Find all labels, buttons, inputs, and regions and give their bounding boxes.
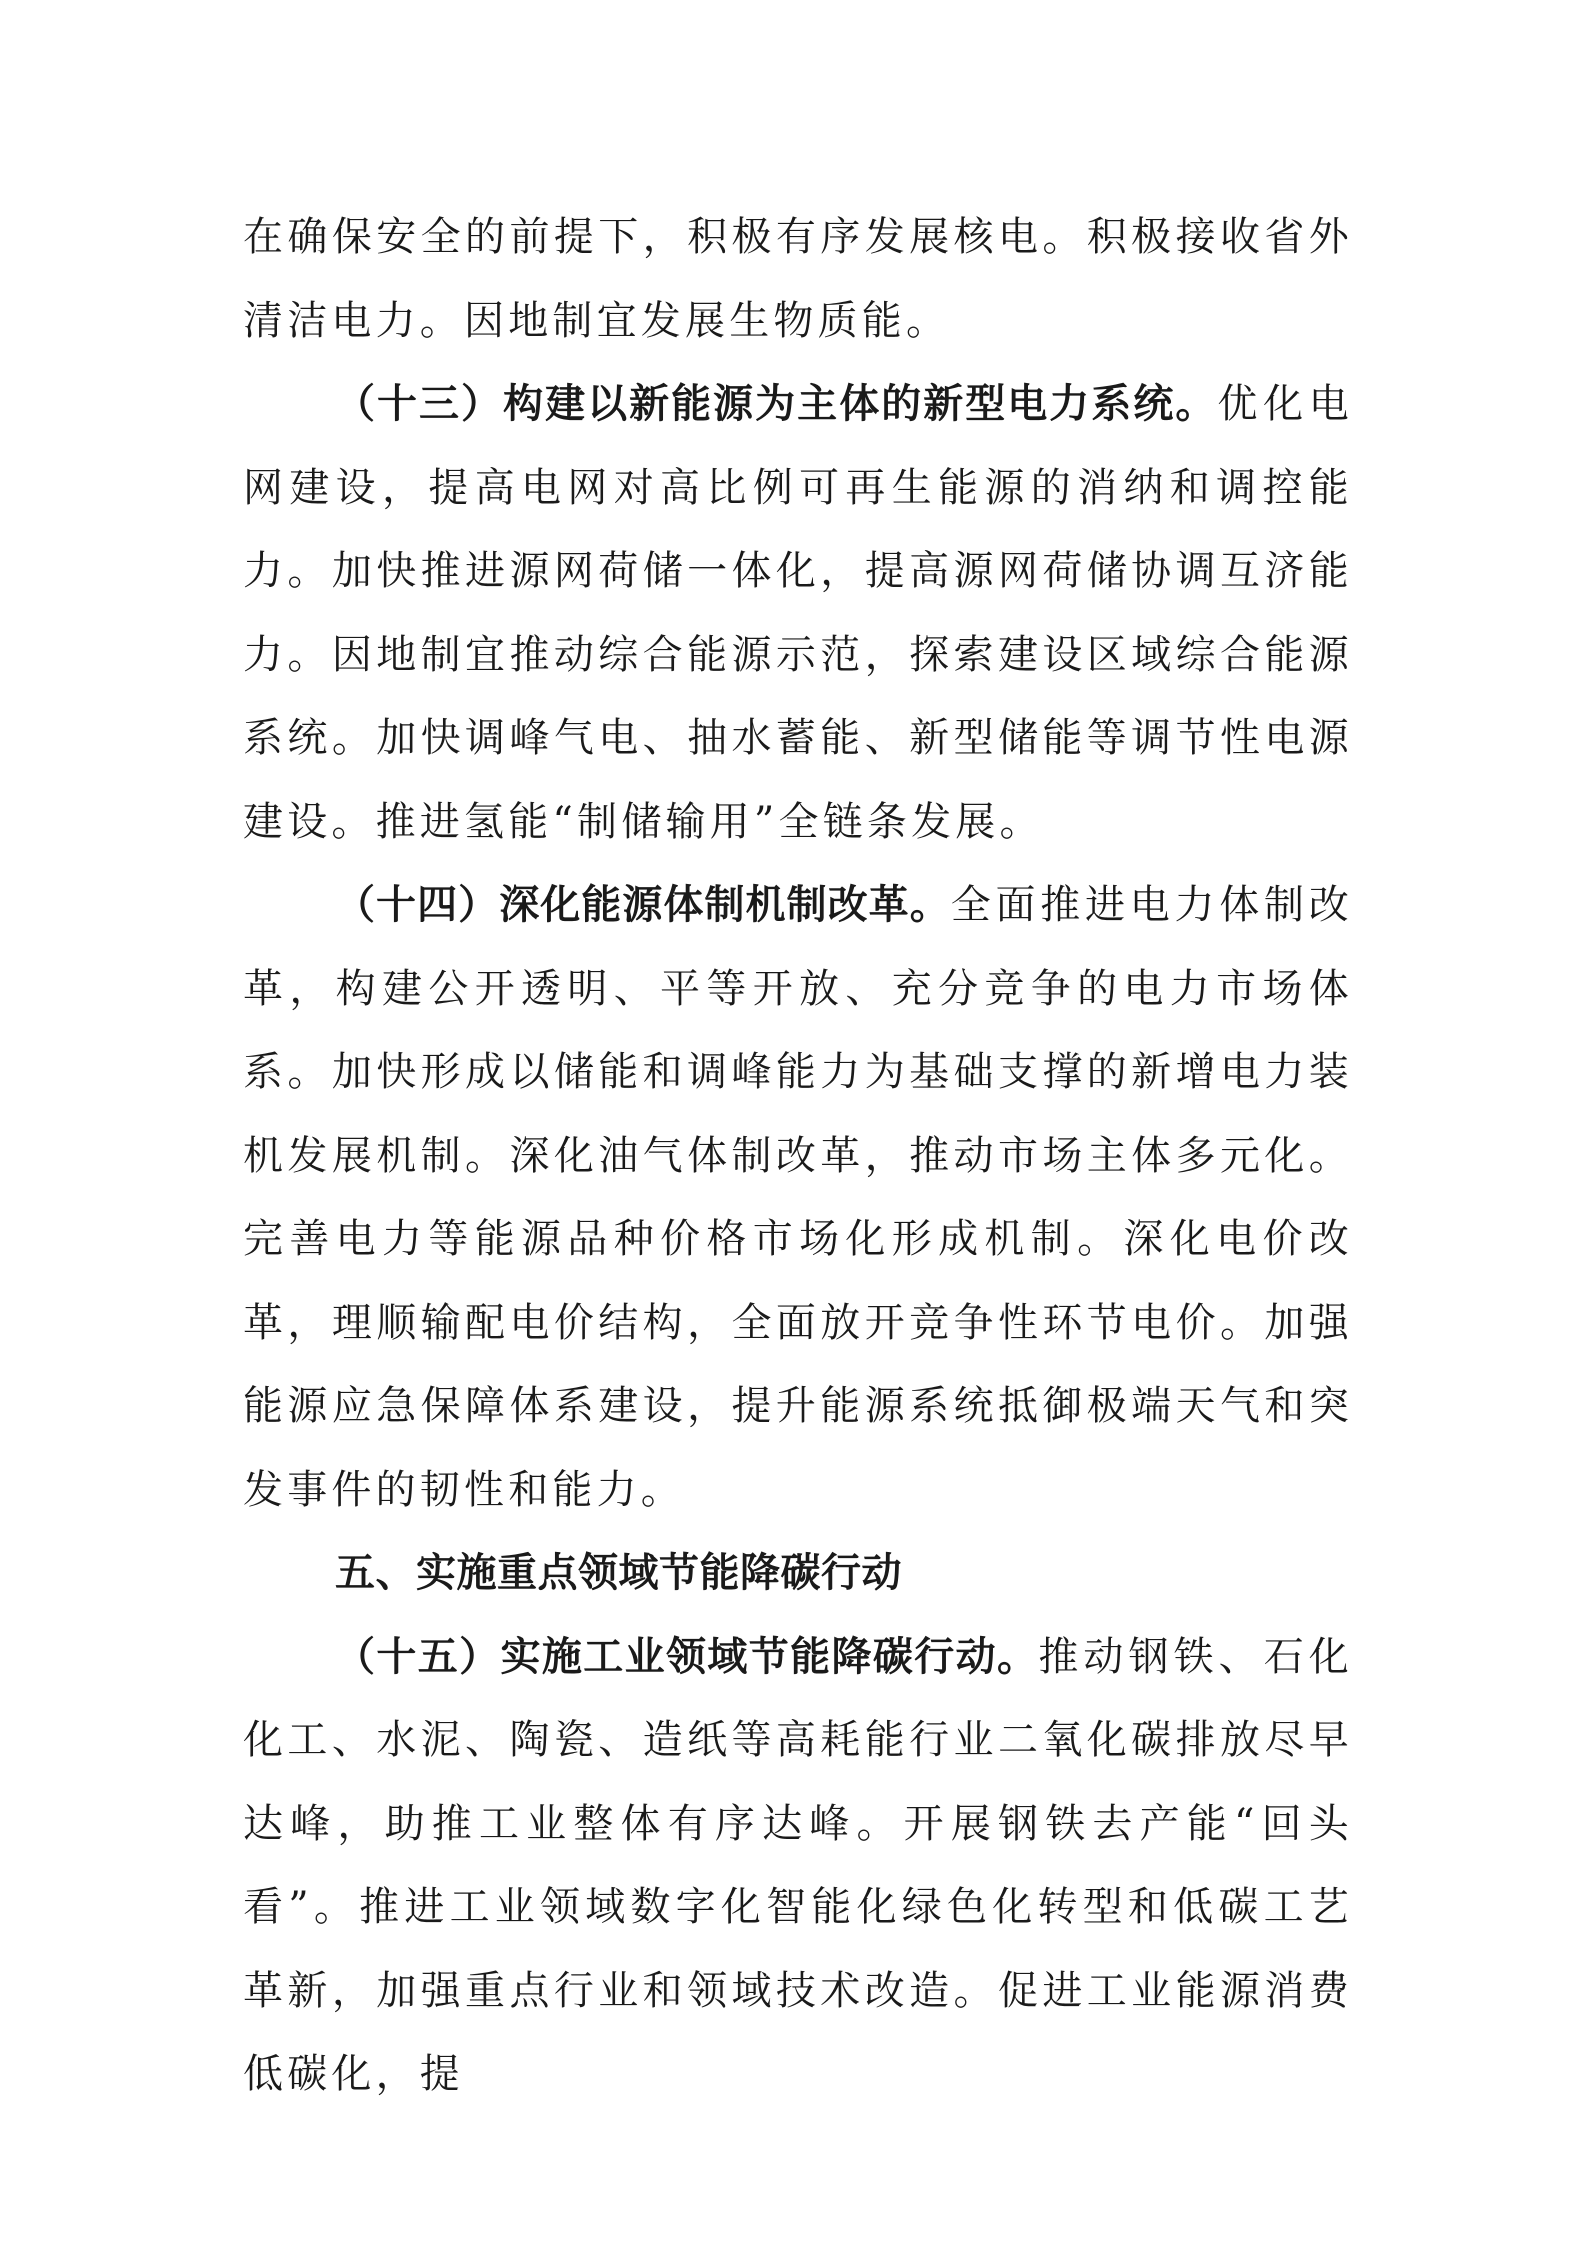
paragraph-text: 在确保安全的前提下，积极有序发展核电。积极接收省外清洁电力。因地制宜发展生物质能。 xyxy=(243,214,1353,344)
paragraph-13 xyxy=(243,363,1353,864)
paragraph-heading: （十五）实施工业领域节能降碳行动。 xyxy=(335,1633,1039,1680)
paragraph-14 xyxy=(243,864,1353,1532)
paragraph-15 xyxy=(243,1616,1353,2117)
paragraph-continuation xyxy=(243,196,1353,363)
paragraph-heading: （十四）深化能源体制机制改革。 xyxy=(335,882,951,928)
document-page xyxy=(243,196,1353,2117)
paragraph-text: 推动钢铁、石化化工、水泥、陶瓷、造纸等高耗能行业二氧化碳排放尽早达峰，助推工业整体有序达峰。开展钢铁去产能“回头看”。推进工业领域数字化智能化绿色化转型和低碳工艺革新，加强重点行业和领域技术改造。促进工业能源消费低碳化，提 xyxy=(243,1633,1354,2097)
paragraph-text: 全面推进电力体制改革，构建公开透明、平等开放、充分竞争的电力市场体系。加快形成以储能和调峰能力为基础支撑的新增电力装机发展机制。深化油气体制改革，推动市场主体多元化。完善电力等能源品种价格市场化形成机制。深化电价改革，理顺输配电价结构，全面放开竞争性环节电价。加强能源应急保障体系建设，提升能源系统抵御极端天气和突发事件的韧性和能力。 xyxy=(243,882,1353,1513)
paragraph-heading: （十三）构建以新能源为主体的新型电力系统。 xyxy=(335,381,1218,427)
paragraph-text: 优化电网建设，提高电网对高比例可再生能源的消纳和调控能力。加快推进源网荷储一体化，提高源网荷储协调互济能力。因地制宜推动综合能源示范，探索建设区域综合能源系统。加快调峰气电、抽水蓄能、新型储能等调节性电源建设。推进氢能“制储输用”全链条发展。 xyxy=(243,381,1353,845)
section-heading: 五、实施重点领域节能降碳行动 xyxy=(335,1550,902,1596)
